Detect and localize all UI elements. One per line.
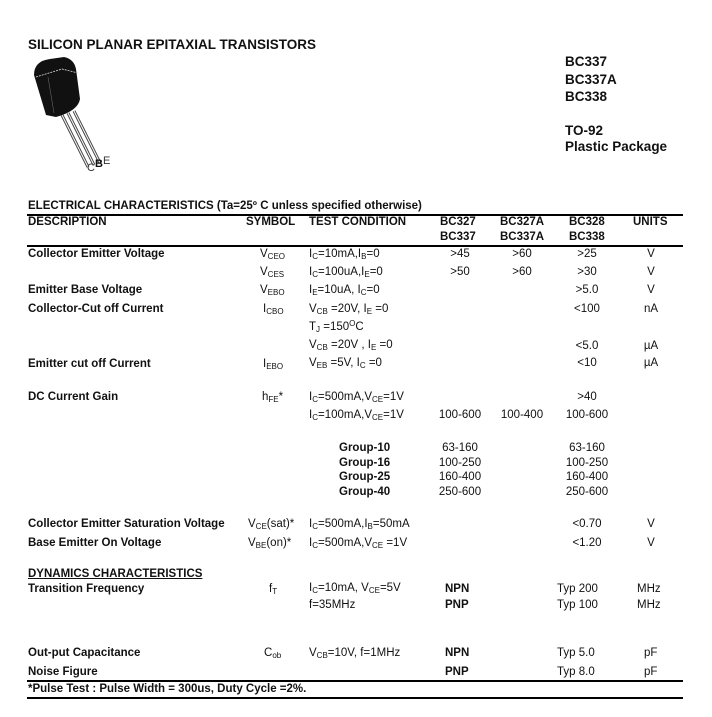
col-header-bc328: BC328 bbox=[569, 216, 605, 228]
value-vebo-bc338: >5.0 bbox=[575, 284, 599, 296]
condition-vbeon: $I_C=500mA,V_{CE} =1V$ bbox=[309, 537, 408, 550]
condition-vebo: $I_E=10uA$, $I_C=0$ bbox=[309, 284, 380, 297]
value-icbo-hot-bc338: <5.0 bbox=[575, 340, 599, 352]
symbol-vces: $V_{CES}$ bbox=[260, 266, 285, 279]
value-vceo-bc337: >45 bbox=[450, 248, 470, 260]
unit-vcesat: V bbox=[647, 518, 655, 530]
col-header-bc327: BC327 bbox=[440, 216, 476, 228]
value-hfe-500ma-bc338: >40 bbox=[577, 391, 597, 403]
group-label: Group-16 bbox=[339, 457, 391, 469]
label-pnp: PNP bbox=[445, 599, 469, 611]
unit-ft-npn: MHz bbox=[637, 583, 661, 595]
footnote-top-rule bbox=[27, 680, 683, 682]
value-icbo-bc338: <100 bbox=[574, 303, 600, 315]
value-vbeon-bc338: <1.20 bbox=[572, 537, 602, 549]
col-header-bc338: BC338 bbox=[569, 231, 605, 243]
condition-vcesat: $I_C=500mA,I_B=50mA$ bbox=[309, 518, 410, 531]
unit-cob: pF bbox=[644, 647, 658, 659]
condition-icbo: $V_{CB} =20V$, $I_E =0$ bbox=[309, 303, 389, 316]
unit-vces: V bbox=[647, 266, 655, 278]
transistor-body bbox=[34, 57, 80, 117]
condition-vceo: $I_C=10mA,I_B=0$ bbox=[309, 248, 380, 261]
value-ft-npn: Typ 200 bbox=[557, 583, 598, 595]
row-desc-collector-emitter-voltage: Collector Emitter Voltage bbox=[28, 248, 165, 260]
col-header-symbol: SYMBOL bbox=[246, 216, 296, 228]
unit-vceo: V bbox=[647, 248, 655, 260]
value-hfe-100ma-bc337a: 100-400 bbox=[500, 409, 544, 421]
unit-iebo: µA bbox=[643, 357, 659, 369]
value-vceo-bc338: >25 bbox=[577, 248, 597, 260]
document-title: SILICON PLANAR EPITAXIAL TRANSISTORS bbox=[28, 37, 317, 52]
row-desc-dc-current-gain: DC Current Gain bbox=[28, 391, 119, 403]
row-desc-emitter-base-voltage: Emitter Base Voltage bbox=[28, 284, 143, 296]
row-desc-ce-saturation-voltage: Collector Emitter Saturation Voltage bbox=[28, 518, 225, 530]
part-number: BC337A bbox=[565, 71, 617, 87]
package-info bbox=[565, 123, 667, 155]
label-pnp: PNP bbox=[445, 666, 469, 678]
row-desc-be-on-voltage: Base Emitter On Voltage bbox=[28, 537, 162, 549]
group-value-bc338: 250-600 bbox=[565, 486, 609, 498]
part-number: BC338 bbox=[565, 89, 608, 104]
value-nf-pnp: Typ 8.0 bbox=[557, 666, 595, 678]
group-value-bc338: 100-250 bbox=[565, 457, 609, 469]
value-cob-npn: Typ 5.0 bbox=[557, 647, 595, 659]
pin-label-c: C bbox=[87, 162, 95, 174]
unit-ft-pnp: MHz bbox=[637, 599, 661, 611]
row-desc-collector-cutoff-current: Collector-Cut off Current bbox=[28, 303, 164, 315]
value-vceo-bc337a: >60 bbox=[512, 248, 532, 260]
electrical-characteristics-heading: ELECTRICAL CHARACTERISTICS (Ta=25º C unless specified otherwise) bbox=[28, 200, 422, 212]
unit-vebo: V bbox=[647, 284, 655, 296]
col-header-bc327a: BC327A bbox=[500, 216, 545, 228]
row-desc-noise-figure: Noise Figure bbox=[28, 666, 98, 678]
pin-label-e: E bbox=[103, 155, 111, 167]
group-value-bc337: 100-250 bbox=[438, 457, 482, 469]
value-vces-bc337a: >60 bbox=[512, 266, 532, 278]
package-type: TO-92 bbox=[565, 123, 604, 138]
dynamics-characteristics-heading: DYNAMICS CHARACTERISTICS bbox=[28, 568, 203, 580]
symbol-vbeon: $V_{BE}(on)*$ bbox=[248, 537, 292, 550]
condition-hfe-100ma: $I_C=100mA,V_{CE}=1V$ bbox=[309, 409, 404, 422]
group-label: Group-25 bbox=[339, 471, 391, 483]
condition-junction-temp: $T_J =150^OC$ bbox=[309, 319, 364, 334]
col-header-units: UNITS bbox=[633, 216, 668, 228]
footnote-pulse-test: *Pulse Test : Pulse Width = 300us, Duty Cycle =2%. bbox=[28, 683, 307, 695]
symbol-icbo: $I_{CBO}$ bbox=[263, 303, 284, 316]
label-npn: NPN bbox=[445, 583, 470, 595]
part-number: BC337 bbox=[565, 54, 608, 69]
part-number-list bbox=[565, 53, 617, 106]
condition-icbo-hot: $V_{CB} =20V$ , $I_E =0$ bbox=[309, 339, 393, 352]
unit-icbo: nA bbox=[643, 303, 659, 315]
to92-transistor-image bbox=[28, 55, 111, 175]
group-value-bc337: 160-400 bbox=[438, 471, 482, 483]
value-vces-bc337: >50 bbox=[450, 266, 470, 278]
condition-hfe-500ma: $I_C=500mA,V_{CE}=1V$ bbox=[309, 391, 404, 404]
condition-cob: $V_{CB}=10V$, f=1MHz bbox=[309, 647, 401, 660]
symbol-vcesat: $V_{CE}(sat)*$ bbox=[248, 518, 295, 531]
row-desc-transition-frequency: Transition Frequency bbox=[28, 583, 145, 595]
col-header-description: DESCRIPTION bbox=[28, 216, 107, 228]
col-header-bc337: BC337 bbox=[440, 231, 476, 243]
unit-nf: pF bbox=[644, 666, 658, 678]
col-header-test-condition: TEST CONDITION bbox=[309, 216, 407, 228]
header-bottom-rule bbox=[27, 245, 683, 247]
row-desc-emitter-cutoff-current: Emitter cut off Current bbox=[28, 358, 151, 370]
group-value-bc338: 63-160 bbox=[569, 442, 605, 454]
pin-label-b: B bbox=[95, 158, 103, 170]
group-label: Group-40 bbox=[339, 486, 391, 498]
condition-iebo: $V_{EB} =5V$, $I_C =0$ bbox=[309, 357, 382, 370]
group-value-bc338: 160-400 bbox=[565, 471, 609, 483]
group-label: Group-10 bbox=[339, 442, 391, 454]
value-hfe-100ma-bc338: 100-600 bbox=[565, 409, 609, 421]
col-header-bc337a: BC337A bbox=[500, 231, 545, 243]
value-ft-pnp: Typ 100 bbox=[557, 599, 598, 611]
group-value-bc337: 250-600 bbox=[438, 486, 482, 498]
package-material: Plastic Package bbox=[565, 139, 668, 154]
symbol-vebo: $V_{EBO}$ bbox=[260, 284, 285, 297]
value-vces-bc338: >30 bbox=[577, 266, 597, 278]
condition-ft: $I_C=10mA$, $V_{CE}=5V$ bbox=[309, 582, 401, 595]
symbol-cob: $C_{ob}$ bbox=[264, 647, 282, 660]
label-npn: NPN bbox=[445, 647, 470, 659]
unit-vbeon: V bbox=[647, 537, 655, 549]
value-vcesat-bc338: <0.70 bbox=[572, 518, 602, 530]
unit-icbo-hot: µA bbox=[643, 340, 659, 352]
row-desc-output-capacitance: Out-put Capacitance bbox=[28, 647, 141, 659]
group-value-bc337: 63-160 bbox=[442, 442, 478, 454]
value-iebo-bc338: <10 bbox=[577, 357, 597, 369]
value-hfe-100ma-bc337: 100-600 bbox=[438, 409, 482, 421]
symbol-hfe: $h_{FE}*$ bbox=[262, 391, 284, 404]
symbol-iebo: $I_{EBO}$ bbox=[263, 358, 284, 371]
symbol-ft: $f_T$ bbox=[269, 583, 278, 596]
condition-ft-frequency: f=35MHz bbox=[309, 599, 356, 611]
condition-vces: $I_C=100uA,I_E=0$ bbox=[309, 266, 383, 279]
footnote-bottom-rule bbox=[27, 697, 683, 699]
symbol-vceo: $V_{CEO}$ bbox=[260, 248, 286, 261]
